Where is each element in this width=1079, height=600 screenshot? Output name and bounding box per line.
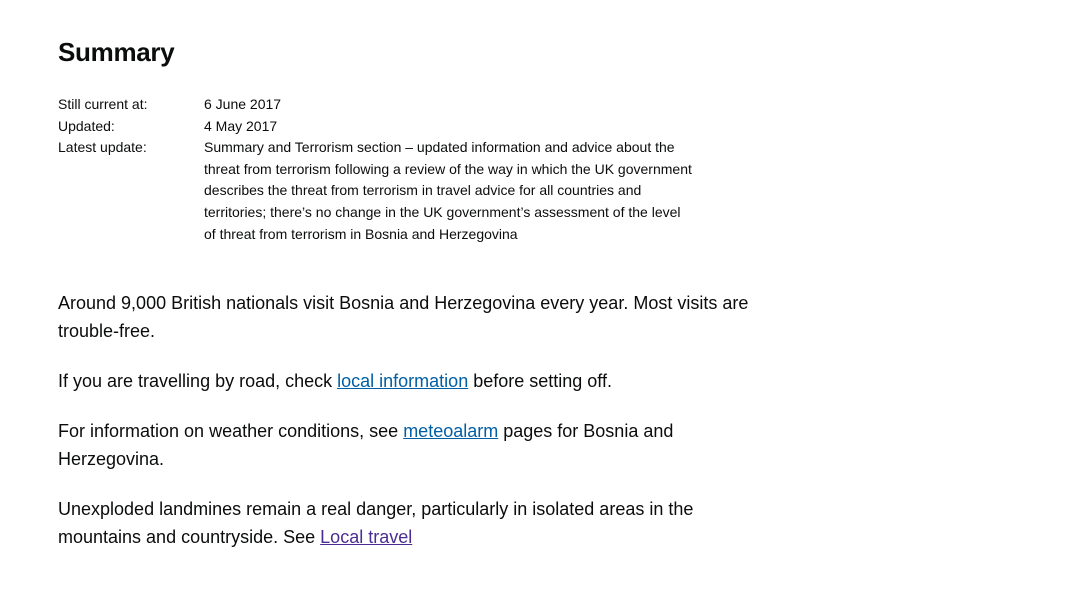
weather-text-end: pages for Bosnia and Herzegovina. xyxy=(58,421,674,470)
weather-paragraph xyxy=(58,417,768,473)
road-travel-paragraph xyxy=(58,367,768,395)
visitors-paragraph: Around 9,000 British nationals visit Bosnia and Herzegovina every year. Most visits are trouble-free. xyxy=(58,293,749,342)
summary-body xyxy=(58,289,768,551)
local-travel-link[interactable]: Local travel xyxy=(320,527,413,548)
weather-text: For information on weather conditions, see xyxy=(58,421,404,442)
still-current-label: Still current at: xyxy=(58,96,148,112)
road-travel-text-end: before setting off. xyxy=(468,371,612,392)
landmines-text: Unexploded landmines remain a real danger, particularly in isolated areas in the mountains and countryside. See xyxy=(58,499,694,548)
latest-update-value: Summary and Terrorism section – updated information and advice about the threat from terrorism following a review of the way in which the UK government describes the threat from terrorism in travel advice for all countries and territories; there’s no change in the UK government’s assessment of the level of threat from terrorism in Bosnia and Herzegovina xyxy=(204,139,692,242)
latest-update-label: Latest update: xyxy=(58,139,147,156)
still-current-value: 6 June 2017 xyxy=(204,96,282,112)
updated-label: Updated: xyxy=(58,117,115,134)
page-title: Summary xyxy=(58,37,175,67)
road-travel-text: If you are travelling by road, check xyxy=(58,371,338,392)
summary-metadata xyxy=(58,94,1079,245)
meteoalarm-link[interactable]: meteoalarm xyxy=(403,421,499,442)
updated-value: 4 May 2017 xyxy=(204,117,278,134)
local-information-link[interactable]: local information xyxy=(337,371,469,392)
landmines-paragraph xyxy=(58,495,768,551)
